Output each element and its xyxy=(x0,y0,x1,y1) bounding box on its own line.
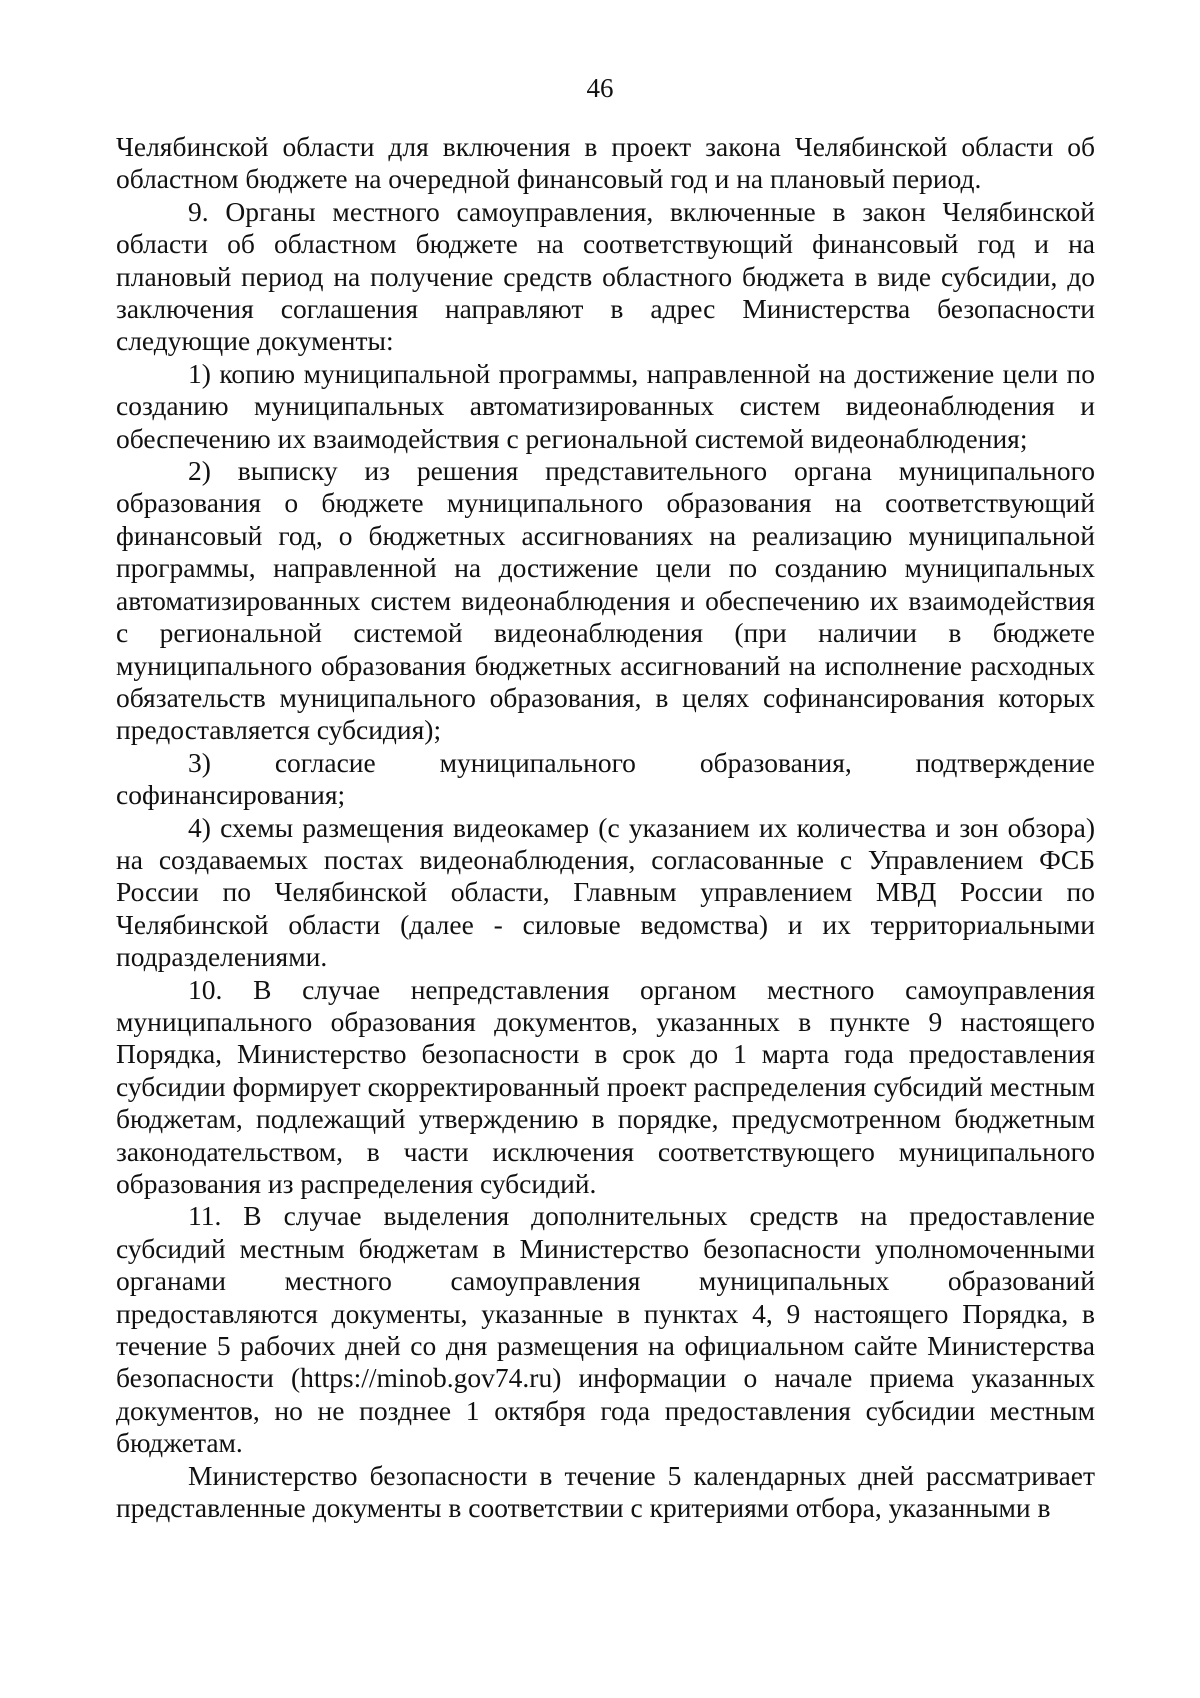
paragraph-item-10: 10. В случае непредставления органом местного самоуправления муниципального образования документов, указанных в пункте 9 настоящего Порядка, Министерство безопасности в срок до 1 марта года предоставления субсидии формирует скорректированный проект распределения субсидий местным бюджетам, подлежащий утверждению в порядке, предусмотренном бюджетным законодательством, в части исключения соответствующего муниципального образования из распределения субсидий. xyxy=(116,973,1095,1199)
paragraph-subitem-3: 3) согласие муниципального образования, подтверждение софинансирования; xyxy=(116,746,1095,811)
paragraph-continuation: Челябинской области для включения в проект закона Челябинской области об областном бюджете на очередной финансовый год и на плановый период. xyxy=(116,131,1095,195)
paragraph-subitem-4: 4) схемы размещения видеокамер (с указанием их количества и зон обзора) на создаваемых постах видеонаблюдения, согласованные с Управлением ФСБ России по Челябинской области, Главным управлением МВД России по Челябинской области (далее - силовые ведомства) и их территориальными подразделениями. xyxy=(116,811,1095,973)
document-body xyxy=(116,131,1095,1524)
paragraph-item-9: 9. Органы местного самоуправления, включенные в закон Челябинской области об областном бюджете на соответствующий финансовый год и на плановый период на получение средств областного бюджета в виде субсидии, до заключения соглашения направляют в адрес Министерства безопасности следующие документы: xyxy=(116,195,1095,357)
paragraph-subitem-1: 1) копию муниципальной программы, направленной на достижение цели по созданию муниципальных автоматизированных систем видеонаблюдения и обеспечению их взаимодействия с региональной системой видеонаблюдения; xyxy=(116,357,1095,454)
paragraph-ministry-review: Министерство безопасности в течение 5 календарных дней рассматривает представленные документы в соответствии с критериями отбора, указанными в xyxy=(116,1459,1095,1524)
paragraph-subitem-2: 2) выписку из решения представительного органа муниципального образования о бюджете муниципального образования на соответствующий финансовый год, о бюджетных ассигнованиях на реализацию муниципальной программы, направленной на достижение цели по созданию муниципальных автоматизированных систем видеонаблюдения и обеспечению их взаимодействия с региональной системой видеонаблюдения (при наличии в бюджете муниципального образования бюджетных ассигнований на исполнение расходных обязательств муниципального образования, в целях софинансирования которых предоставляется субсидия); xyxy=(116,455,1095,746)
paragraph-item-11: 11. В случае выделения дополнительных средств на предоставление субсидий местным бюджетам в Министерство безопасности уполномоченными органами местного самоуправления муниципальных образований предоставляются документы, указанные в пунктах 4, 9 настоящего Порядка, в течение 5 рабочих дней со дня размещения на официальном сайте Министерства безопасности (https://minob.gov74.ru) информации о начале приема указанных документов, но не позднее 1 октября года предоставления субсидии местным бюджетам. xyxy=(116,1200,1095,1459)
page-number: 46 xyxy=(586,73,614,103)
